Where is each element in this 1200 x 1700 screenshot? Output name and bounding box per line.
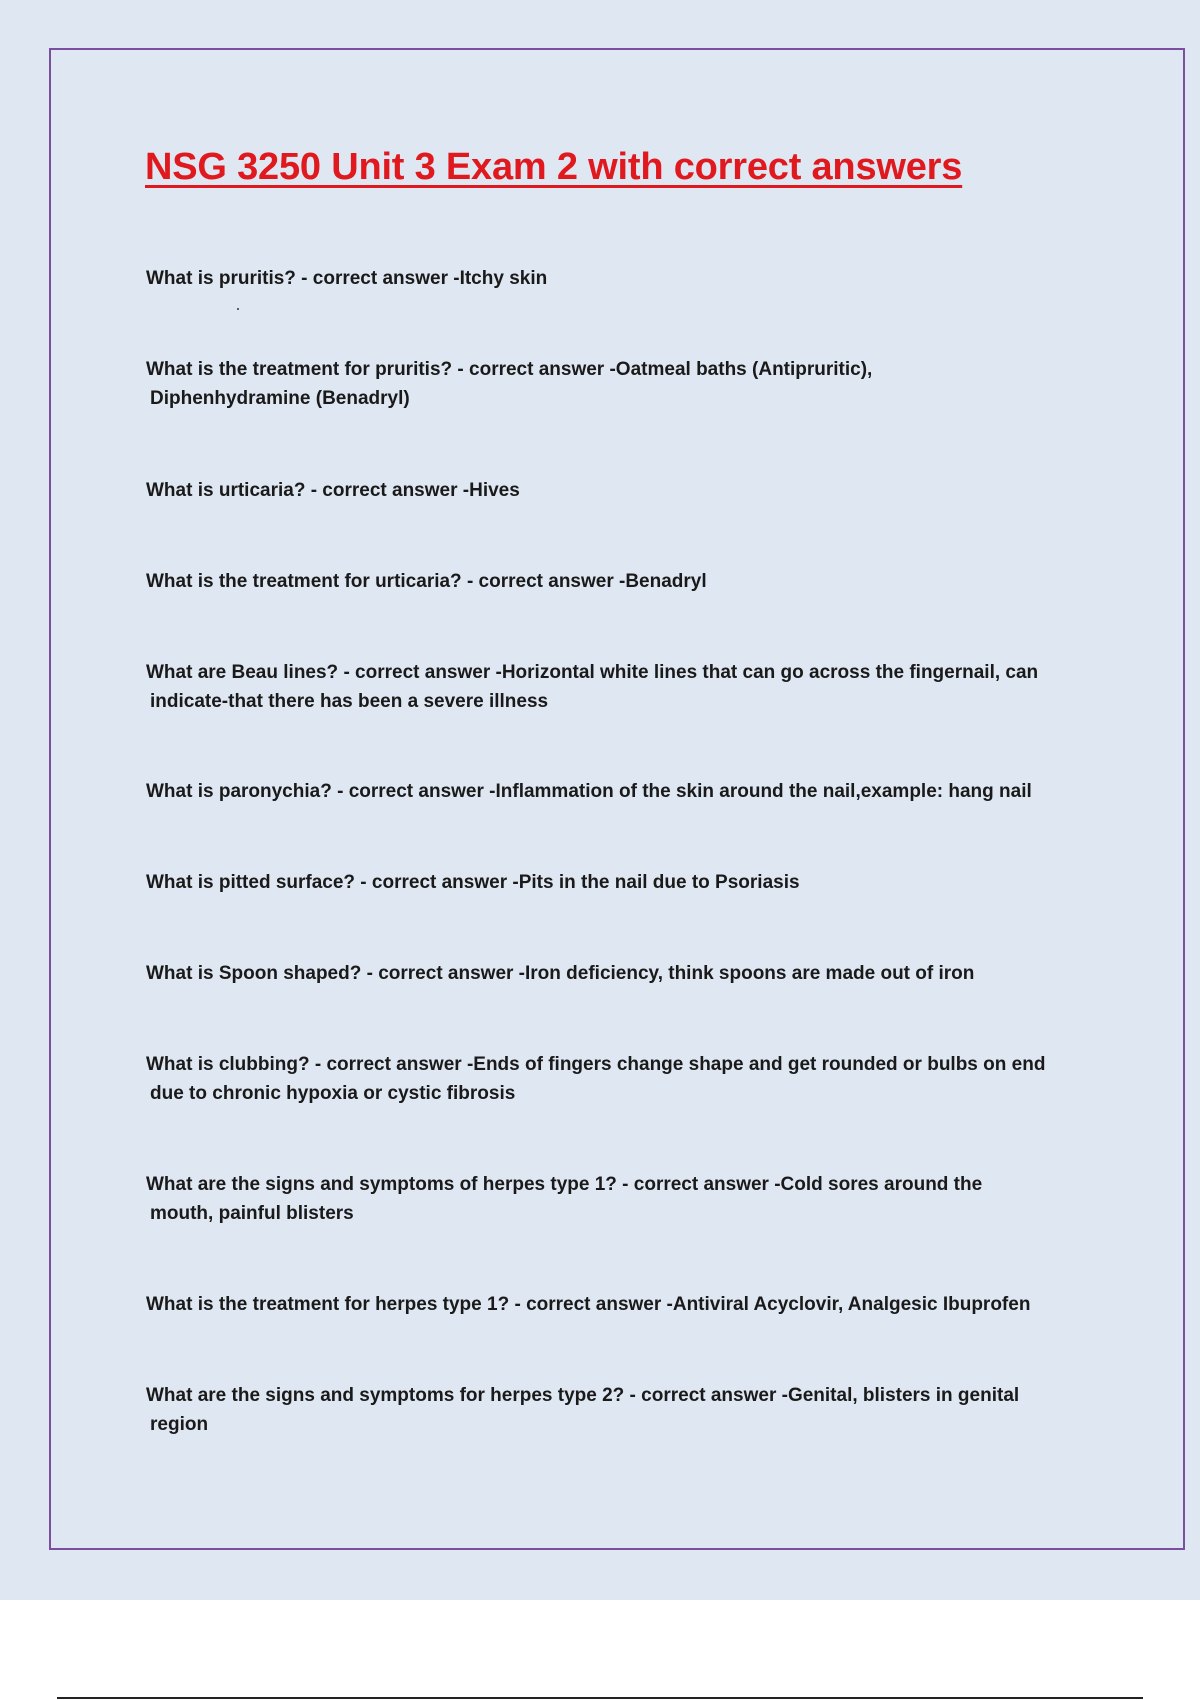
qa-item-herpes-1-treatment	[146, 1290, 1086, 1319]
qa-item-pruritis-treatment	[146, 355, 1086, 413]
qa-item-herpes-1-symptoms	[146, 1170, 1086, 1228]
qa-item-clubbing	[146, 1050, 1086, 1108]
qa-text: What is pitted surface? - correct answer -Pits in the nail due to Psoriasis	[146, 872, 800, 893]
qa-text: What is the treatment for pruritis? - correct answer -Oatmeal baths (Antipruritic),	[146, 359, 873, 380]
qa-text: What is pruritis? - correct answer -Itchy skin	[146, 268, 548, 289]
qa-text: What is clubbing? - correct answer -Ends of fingers change shape and get rounded or bulbs on end	[146, 1054, 1046, 1075]
qa-item-paronychia	[146, 777, 1086, 806]
qa-text: What is paronychia? - correct answer -Inflammation of the skin around the nail,example: hang nail	[146, 781, 1032, 802]
qa-item-beau-lines	[146, 658, 1086, 716]
document-title: NSG 3250 Unit 3 Exam 2 with correct answers	[145, 146, 963, 188]
qa-text: What are Beau lines? - correct answer -Horizontal white lines that can go across the fingernail, can	[146, 662, 1039, 683]
qa-text-continued: Diphenhydramine (Benadryl)	[150, 388, 410, 409]
qa-item-urticaria	[146, 476, 1086, 505]
qa-text-continued: indicate-that there has been a severe illness	[150, 691, 549, 712]
qa-text: What is Spoon shaped? - correct answer -Iron deficiency, think spoons are made out of iron	[146, 963, 975, 984]
qa-item-urticaria-treatment	[146, 567, 1086, 596]
qa-text: What are the signs and symptoms of herpes type 1? - correct answer -Cold sores around the	[146, 1174, 983, 1195]
qa-text: What are the signs and symptoms for herpes type 2? - correct answer -Genital, blisters in genital	[146, 1385, 1020, 1406]
qa-text-continued: region	[150, 1414, 209, 1435]
qa-item-pitted-surface	[146, 868, 1086, 897]
qa-item-spoon-shaped	[146, 959, 1086, 988]
qa-text: What is the treatment for herpes type 1? - correct answer -Antiviral Acyclovir, Analgesic Ibuprofen	[146, 1294, 1031, 1315]
stray-dot	[237, 308, 239, 310]
qa-text-continued: due to chronic hypoxia or cystic fibrosis	[150, 1083, 516, 1104]
qa-text: What is the treatment for urticaria? - correct answer -Benadryl	[146, 571, 707, 592]
qa-text-continued: mouth, painful blisters	[150, 1203, 354, 1224]
footer-divider	[57, 1697, 1143, 1699]
qa-item-herpes-2-symptoms	[146, 1381, 1086, 1439]
qa-item-pruritis	[146, 264, 1086, 293]
qa-text: What is urticaria? - correct answer -Hives	[146, 480, 520, 501]
